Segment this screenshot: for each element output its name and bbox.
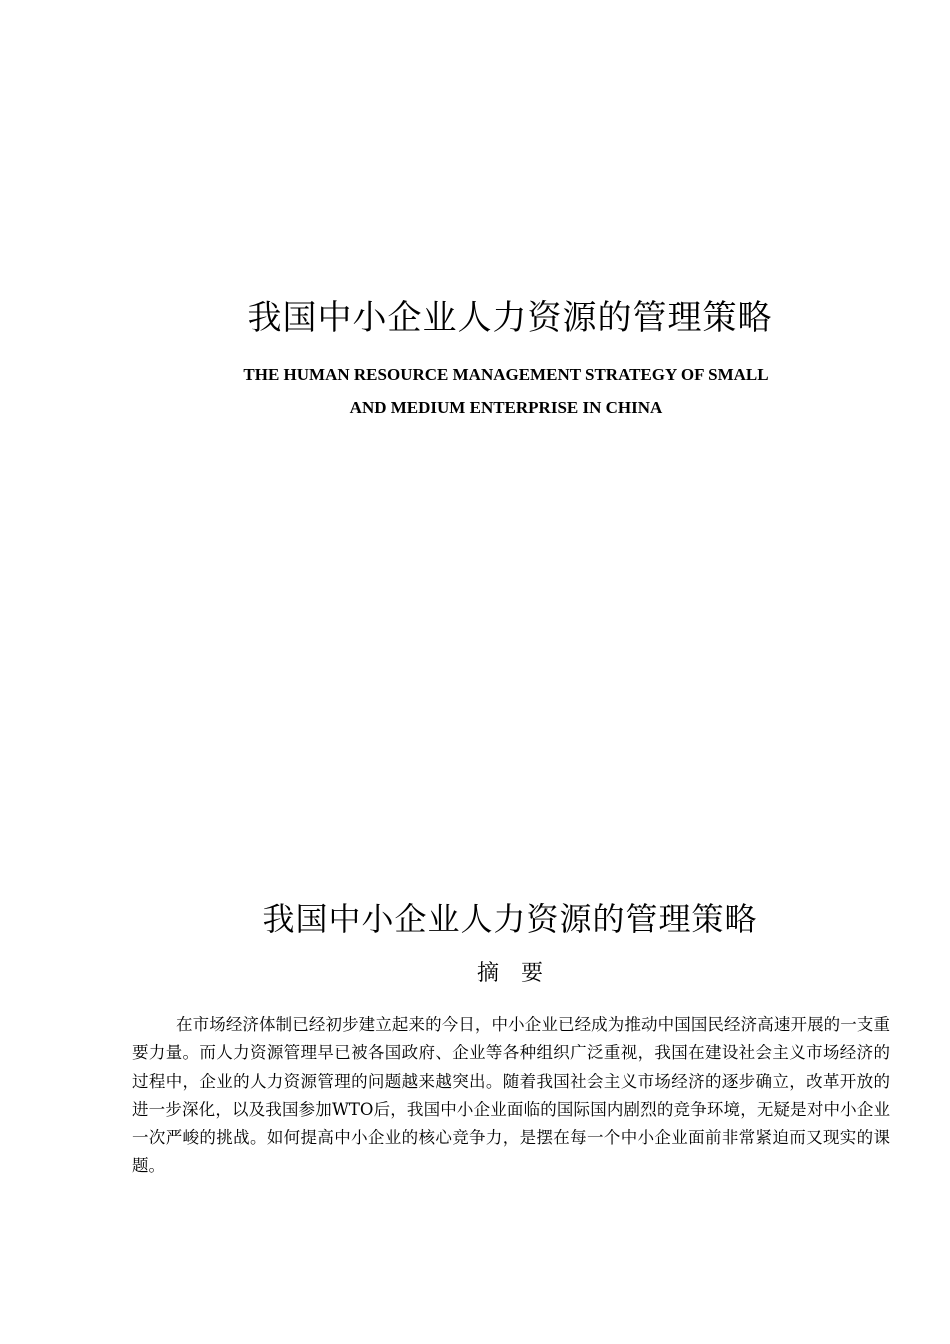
cover-title-chinese: 我国中小企业人力资源的管理策略	[247, 298, 773, 338]
cover-title-english-line-1: THE HUMAN RESOURCE MANAGEMENT STRATEGY OF SMALL	[243, 365, 769, 384]
document-title: 我国中小企业人力资源的管理策略	[262, 900, 758, 938]
abstract-paragraph: 在市场经济体制已经初步建立起来的今日，中小企业已经成为推动中国国民经济高速开展的一支重要力量。而人力资源管理早已被各国政府、企业等各种组织广泛重视，我国在建设社会主义市场经济的过程中，企业的人力资源管理的问题越来越突出。随着我国社会主义市场经济的逐步确立，改革开放的进一步深化，以及我国参加WTO后，我国中小企业面临的国际国内剧烈的竞争环境，无疑是对中小企业一次严峻的挑战。如何提高中小企业的核心竞争力，是摆在每一个中小企业面前非常紧迫而又现实的课题。	[132, 1015, 890, 1176]
cover-title-english	[0, 358, 950, 424]
abstract-heading: 摘要	[476, 961, 565, 986]
cover-title-english-line-2: AND MEDIUM ENTERPRISE IN CHINA	[349, 398, 663, 417]
